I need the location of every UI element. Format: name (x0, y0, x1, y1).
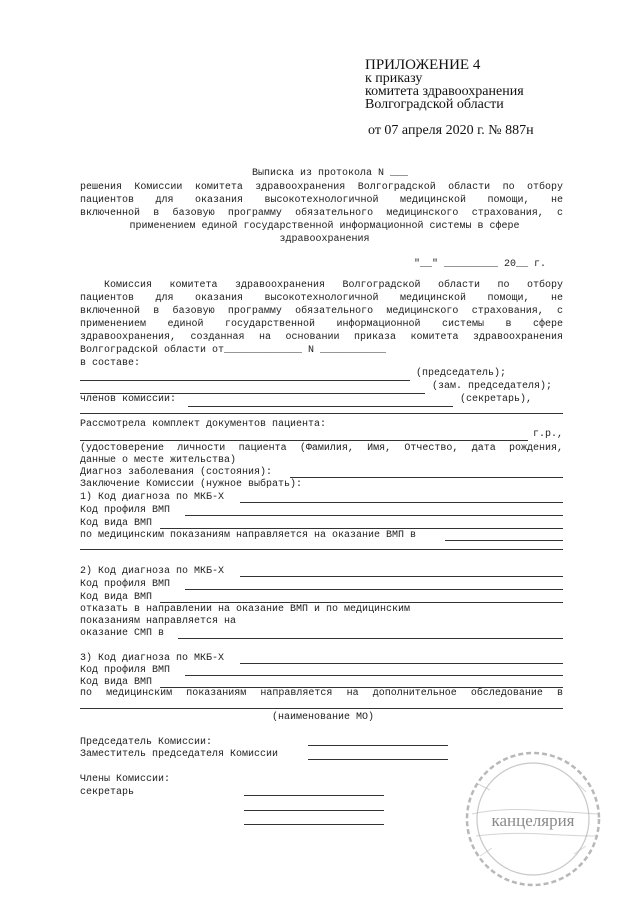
decision-line-4: применением единой государственной информационной системы в сфере (129, 221, 520, 232)
decision-line-2: пациентов для оказания высокотехнологичной медицинской помощи, не (80, 195, 563, 206)
option2-text-3: оказание СМП в (80, 628, 165, 639)
option3-code: 3) Код диагноза по МКБ-Х (80, 653, 225, 664)
sign-secretary: секретарь (80, 787, 135, 798)
vice-role: (зам. председателя); (432, 381, 553, 392)
option1-text: по медицинским показаниям направляется на оказание ВМП в (80, 530, 417, 541)
option1-profile: Код профиля ВМП (80, 505, 171, 516)
appendix-line-3: Волгоградской области (365, 97, 504, 112)
intro-line-4: применением единой государственной информационной системы в сфере (80, 319, 563, 330)
option2-profile: Код профиля ВМП (80, 579, 171, 590)
intro-line-7: в составе: (80, 358, 141, 369)
intro-line-2: пациентов для оказания высокотехнологичной медицинской помощи, не (80, 293, 563, 304)
option2-text-2: показаниям направляется на (80, 616, 237, 627)
date-placeholder: "__" _________ 20__ г. (414, 259, 547, 270)
decision-line-5: здравоохранения (279, 234, 370, 245)
intro-line-5: здравоохранения, созданная на основании приказа комитета здравоохранения (80, 332, 563, 343)
appendix-line-2: комитета здравоохранения (365, 84, 524, 99)
option1-code: 1) Код диагноза по МКБ-Х (80, 492, 225, 503)
option3-type: Код вида ВМП (80, 677, 153, 688)
id-note-1: (удостоверение личности пациента (Фамилия, Имя, Отчество, дата рождения, (80, 443, 563, 454)
year-of-birth: г.р., (533, 429, 564, 440)
seal-stamp-icon (458, 744, 608, 894)
appendix-title: ПРИЛОЖЕНИЕ 4 (365, 57, 481, 73)
sign-members: Члены Комиссии: (80, 774, 171, 785)
protocol-title: Выписка из протокола N ___ (252, 168, 409, 179)
order-date: от 07 апреля 2020 г. № 887н (368, 123, 534, 138)
intro-line-6: Волгоградской области от_____________ N ___________ (80, 345, 387, 356)
intro-line-1: Комиссия комитета здравоохранения Волгоградской области по отбору (104, 280, 563, 291)
sign-chair: Председатель Комиссии: (80, 737, 213, 748)
review-line: Рассмотрела комплект документов пациента: (80, 419, 327, 430)
diagnosis-label: Диагноз заболевания (состояния): (80, 467, 273, 478)
option1-type: Код вида ВМП (80, 518, 153, 529)
chair-role: (председатель); (416, 368, 507, 379)
conclusion-label: Заключение Комиссии (нужное выбрать): (80, 479, 303, 490)
option2-code: 2) Код диагноза по МКБ-Х (80, 566, 225, 577)
option3-profile: Код профиля ВМП (80, 665, 171, 676)
secretary-role: (секретарь), (460, 394, 533, 405)
decision-line-3: включенной в базовую программу обязательного медицинского страхования, с (80, 208, 563, 219)
sign-vice: Заместитель председателя Комиссии (80, 749, 279, 760)
intro-line-3: включенной в базовую программу обязательного медицинского страхования, с (80, 306, 563, 317)
members-label: членов комиссии: (80, 394, 177, 405)
org-name-note: (наименование МО) (272, 712, 375, 723)
option3-text: по медицинским показаниям направляется на дополнительное обследование в (80, 688, 563, 699)
id-note-2: данные о месте жительства) (80, 455, 237, 466)
appendix-line-1: к приказу (365, 71, 423, 86)
option2-text-1: отказать в направлении на оказание ВМП и по медицинским (80, 604, 411, 615)
option2-type: Код вида ВМП (80, 592, 153, 603)
stamp-text: канцелярия (491, 811, 575, 830)
decision-line-1: решения Комиссии комитета здравоохранения Волгоградской области по отбору (80, 182, 563, 193)
